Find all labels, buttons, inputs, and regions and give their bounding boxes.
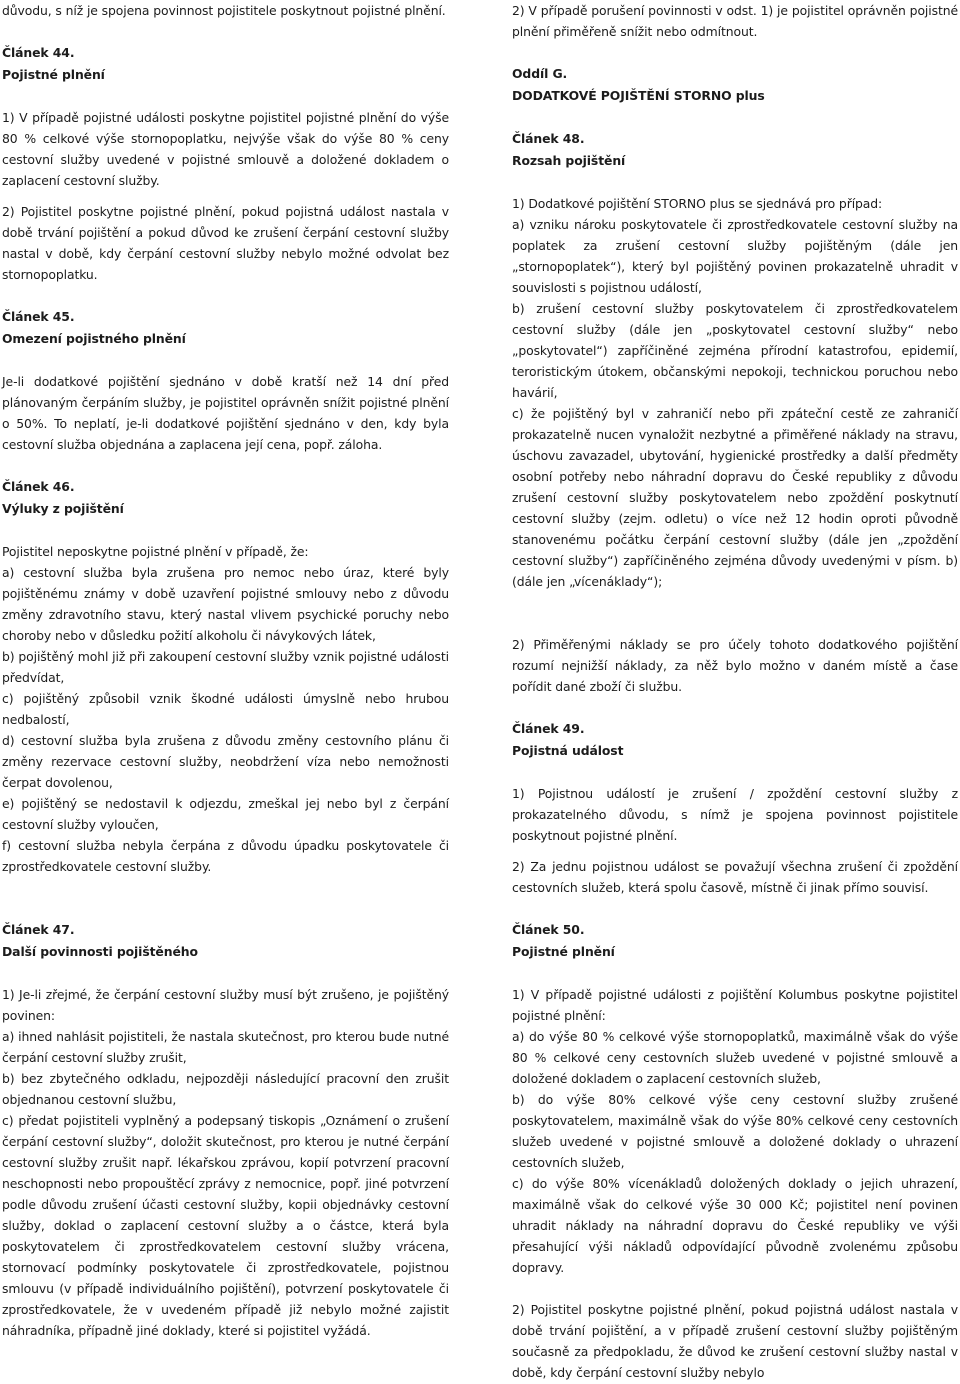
article-title: Pojistné plnění (2, 67, 105, 82)
list-item: b) do výše 80% celkové výše ceny cestovní služby zrušené poskytovatelem, maximálně však do výše 80% celkové ceny cestovních služeb uvedené v pojistné smlouvě a doložené doklady o uhrazení cestovních služeb, (512, 1092, 958, 1170)
article-number: Článek 46. (2, 479, 75, 494)
list-item: d) cestovní služba byla zrušena z důvodu změny cestovního plánu či změny rezervace cestovní služby, neobdržení víza nebo nemožnosti čerpat dovolenou, (2, 733, 449, 790)
paragraph: 2) Za jednu pojistnou událost se považují všechna zrušení či zpoždění cestovních služeb, která spolu časově, místně či jinak přímo souvisí. (512, 859, 958, 895)
list-item: a) ihned nahlásit pojistiteli, že nastala skutečnost, pro kterou bude nutné čerpání cestovní služby zrušit, (2, 1029, 449, 1065)
paragraph: 1) Dodatkové pojištění STORNO plus se sjednává pro případ: (512, 196, 883, 211)
article-number: Článek 45. (2, 309, 75, 324)
paragraph: 1) Pojistnou událostí je zrušení / zpoždění cestovní služby z prokazatelného důvodu, s nímž je spojena povinnost pojistitele poskytnout pojistné plnění. (512, 786, 958, 843)
paragraph: 2) Přiměřenými náklady se pro účely tohoto dodatkového pojištění rozumí nejnižší náklady, za něž bylo možno v daném místě a čase pořídit dané zboží či službu. (512, 637, 958, 694)
left-column (2, 0, 449, 1341)
list-item: c) pojištěný způsobil vznik škodné události úmyslně nebo hrubou nedbalostí, (2, 691, 449, 727)
continued-paragraph: důvodu, s níž je spojena povinnost pojistitele poskytnout pojistné plnění. (2, 3, 446, 18)
section-number: Oddíl G. (512, 66, 568, 81)
list-item: b) bez zbytečného odkladu, nejpozději následující pracovní den zrušit objednanou cestovní službu, (2, 1071, 449, 1107)
continued-paragraph: 2) V případě porušení povinnosti v odst. 1) je pojistitel oprávněn pojistné plnění přiměřeně snížit nebo odmítnout. (512, 3, 958, 39)
paragraph: Pojistitel neposkytne pojistné plnění v případě, že: (2, 544, 309, 559)
article-title: Pojistné plnění (512, 944, 615, 959)
list-item: f) cestovní služba nebyla čerpána z důvodu úpadku poskytovatele či zprostředkovatele cestovní služby. (2, 838, 449, 874)
article-47 (2, 919, 449, 1341)
article-title: Pojistná událost (512, 743, 624, 758)
list-item: a) cestovní služba byla zrušena pro nemoc nebo úraz, které byly pojištěnému známy v době uzavření pojistné smlouvy nebo z důvodu změny zdravotního stavu, který nastal vlivem psychické poruchy nebo choroby nebo v důsledku požití alkoholu či návykových látek, (2, 565, 449, 643)
list-item: e) pojištěný se nedostavil k odjezdu, zmeškal jej nebo byl z čerpání cestovní služby vyloučen, (2, 796, 449, 832)
article-title: Rozsah pojištění (512, 153, 626, 168)
list-item: c) do výše 80% vícenákladů doložených doklady o jejich uhrazení, maximálně však do celkové výše 30 000 Kč; pojistitel není povinen uhradit náklady na náhradní dopravu do České republiky ve výši přesahující výši nákladů odpovídající původně zvolenému způsobu dopravy. (512, 1176, 958, 1275)
paragraph: 2) Pojistitel poskytne pojistné plnění, pokud pojistná událost nastala v době trvání pojištění, a v případě zrušení cestovní služby pojištěným současně za předpokladu, že důvod ke zrušení cestovní služby nastal v době, kdy čerpání cestovní služby nebylo (512, 1302, 958, 1380)
article-number: Článek 47. (2, 922, 75, 937)
list-item: b) zrušení cestovní služby poskytovatelem či zprostředkovatelem cestovní služby (dále jen „poskytovatel cestovní služby“ nebo „poskytovatel“) zapříčiněné zejména přírodní katastrofou, epidemií, teroristickým útokem, občanskými nepokoji, technickou poruchou nebo havárií, (512, 301, 958, 400)
article-title: Další povinnosti pojištěného (2, 944, 198, 959)
right-column (512, 0, 958, 1383)
article-45 (2, 306, 449, 455)
article-number: Článek 50. (512, 922, 585, 937)
article-48 (512, 128, 958, 697)
article-50 (512, 919, 958, 1383)
list-item: a) vzniku nároku poskytovatele či zprostředkovatele cestovní služby na poplatek za zrušení cestovní služby pojištěným (dále jen „stornopoplatek“), který byl pojištěný povinen prokazatelně uhradit v souvislosti s pojistnou událostí, (512, 217, 958, 295)
paragraph: 1) Je-li zřejmé, že čerpání cestovní služby musí být zrušeno, je pojištěný povinen: (2, 987, 449, 1023)
section-title: DODATKOVÉ POJIŠTĚNÍ STORNO plus (512, 88, 765, 103)
list-item: c) předat pojistiteli vyplněný a podepsaný tiskopis „Oznámení o zrušení čerpání cestovní služby“, doložit skutečnost, pro kterou je nutné čerpání cestovní služby zrušit např. lékařskou zprávou, kopií potvrzení pracovní neschopnosti nebo propouštěcí zprávy z nemocnice, popř. jiné potvrzení podle důvodu zrušení účasti cestovní služby, kopii objednávky cestovní služby, doklad o zaplacení cestovní služby a o částce, která byla poskytovatelem či zprostředkovatelem cestovní služby vrácena, stornovací podmínky poskytovatele či zprostředkovatele, pojistnou smlouvu (v případě individuálního pojištění), potvrzení poskytovatele či zprostředkovatele, že v uvedeném případě již nebylo možné zajistit náhradníka, případně jiné doklady, které si pojistitel vyžádá. (2, 1113, 449, 1338)
article-number: Článek 48. (512, 131, 585, 146)
article-title: Omezení pojistného plnění (2, 331, 186, 346)
article-number: Článek 44. (2, 45, 75, 60)
paragraph: 1) V případě pojistné události z pojištění Kolumbus poskytne pojistitel pojistné plnění: (512, 987, 958, 1023)
article-49 (512, 718, 958, 898)
paragraph: 1) V případě pojistné události poskytne pojistitel pojistné plnění do výše 80 % celkové výše stornopoplatku, nejvýše však do výše 80 % ceny cestovní služby uvedené v pojistné smlouvě a doložené dokladem o zaplacení cestovní služby. (2, 110, 449, 188)
article-number: Článek 49. (512, 721, 585, 736)
paragraph: Je-li dodatkové pojištění sjednáno v době kratší než 14 dní před plánovaným čerpáním služby, je pojistitel oprávněn snížit pojistné plnění o 50%. To neplatí, je-li dodatkové pojištění sjednáno v den, kdy byla cestovní služba objednána a zaplacena její cena, popř. záloha. (2, 374, 449, 452)
article-44 (2, 42, 449, 285)
list-item: a) do výše 80 % celkové výše stornopoplatků, maximálně však do výše 80 % celkové ceny cestovních služeb uvedené v pojistné smlouvě a doložené dokladem o zaplacení cestovních služeb, (512, 1029, 958, 1086)
article-46 (2, 476, 449, 877)
paragraph: 2) Pojistitel poskytne pojistné plnění, pokud pojistná událost nastala v době trvání pojištění a pokud důvod ke zrušení čerpání cestovní služby nastal v době, kdy čerpání cestovní služby nebylo možné odvolat bez stornopoplatku. (2, 204, 449, 282)
list-item: b) pojištěný mohl již při zakoupení cestovní služby vznik pojistné události předvídat, (2, 649, 449, 685)
article-title: Výluky z pojištění (2, 501, 124, 516)
section-g (512, 63, 958, 107)
list-item: c) že pojištěný byl v zahraničí nebo při zpáteční cestě ze zahraničí prokazatelně nucen vynaložit nezbytné a přiměřené náklady na stravu, úschovu zavazadel, ubytování, hygienické prostředky a další předměty osobní potřeby nebo náhradní dopravu do České republiky z důvodu zrušení cestovní služby poskytovatelem nebo zpoždění poskytnutí cestovní služby (zejm. odletu) o více než 12 hodin oproti původně stanovenému počátku čerpání cestovní služby (dále jen „zpoždění cestovní služby“) zapříčiněného zejména důvody uvedenými v písm. b) (dále jen „vícenáklady“); (512, 406, 958, 589)
